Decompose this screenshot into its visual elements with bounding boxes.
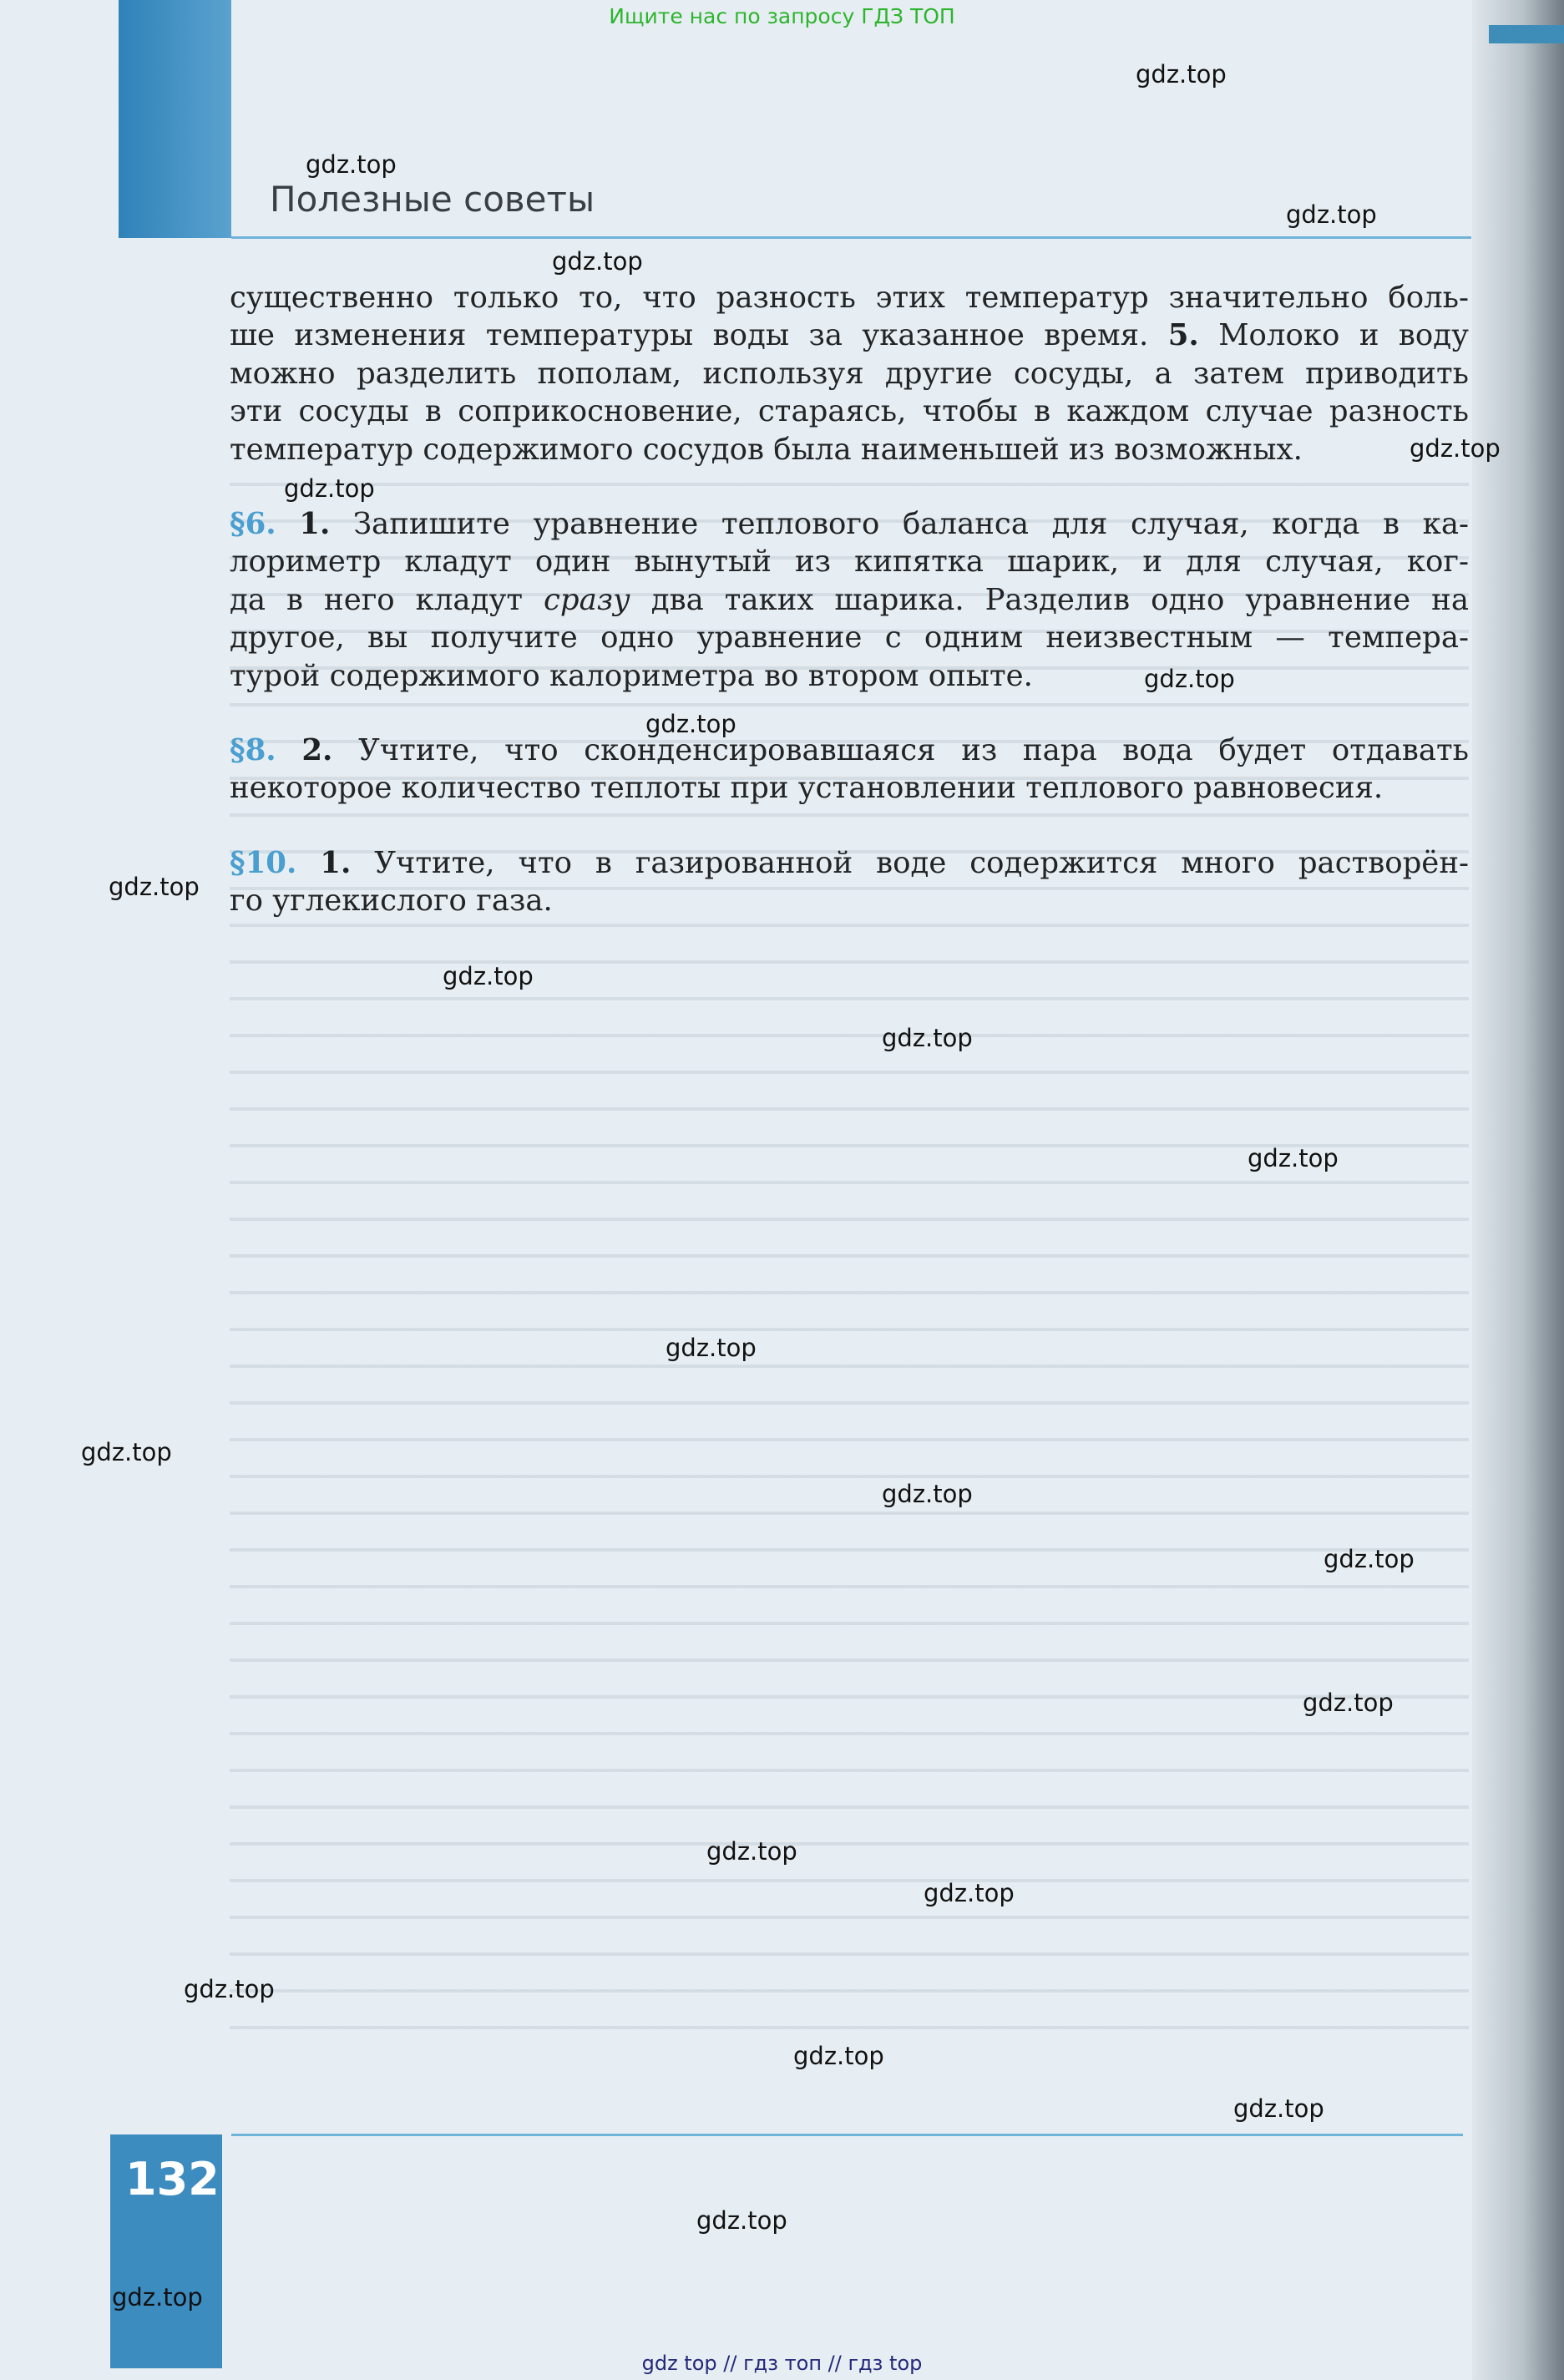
watermark: gdz.top	[109, 873, 200, 901]
watermark: gdz.top	[793, 2042, 884, 2070]
text-line: эти сосуды в соприкосновение, стараясь, чтобы в каждом случае разность	[230, 394, 1469, 429]
watermark: gdz.top	[696, 2206, 787, 2235]
paragraph-continuation	[230, 279, 1469, 468]
text-line: го углекислого газа.	[230, 884, 553, 919]
page-edge-shadow	[1472, 0, 1564, 2380]
text-fragment: да в него кладут	[230, 582, 544, 617]
item-number: 1.	[299, 507, 331, 542]
paragraph-section-10	[230, 844, 1469, 920]
watermark: gdz.top	[666, 1334, 757, 1362]
text-line	[230, 844, 1469, 882]
text-line: лориметр кладут один вынутый из кипятка шарик, и для случая, ког-	[230, 544, 1469, 580]
watermark: gdz.top	[1303, 1689, 1394, 1717]
item-number: 1.	[320, 845, 352, 880]
watermark: gdz.top	[306, 150, 397, 179]
watermark: gdz.top	[924, 1879, 1015, 1907]
watermark: gdz.top	[1144, 665, 1235, 693]
item-number: 2.	[301, 733, 333, 768]
paragraph-section-8	[230, 732, 1469, 808]
page-content	[230, 279, 1469, 920]
text-line	[230, 316, 1469, 354]
watermark: gdz.top	[112, 2283, 203, 2312]
watermark: gdz.top	[1324, 1545, 1415, 1573]
text-line: турой содержимого калориметра во втором опыте.	[230, 658, 1033, 693]
page-number: 132	[125, 2153, 220, 2205]
watermark: gdz.top	[1136, 60, 1227, 89]
item-number: 5.	[1167, 318, 1199, 353]
text-fragment: Запишите уравнение теплового баланса для случая, когда в ка-	[352, 507, 1469, 542]
text-line: можно разделить пополам, используя другие сосуды, а затем приводить	[230, 356, 1469, 391]
text-line: температур содержимого сосудов была наименьшей из возможных.	[230, 432, 1303, 467]
watermark: gdz.top	[443, 962, 534, 990]
top-banner[interactable]: Ищите нас по запросу ГДЗ ТОП	[609, 4, 955, 28]
watermark: gdz.top	[1286, 200, 1377, 229]
section-ref: §8.	[230, 733, 276, 768]
text-line	[230, 505, 1469, 543]
text-fragment: два таких шарика. Разделив одно уравнение на	[650, 582, 1469, 617]
text-line: некоторое количество теплоты при установлении теплового равновесия.	[230, 771, 1384, 806]
italic-word: сразу	[543, 582, 630, 617]
text-line: существенно только то, что разность этих температур значительно боль-	[230, 281, 1469, 315]
page-title: Полезные советы	[270, 179, 595, 220]
section-ref: §10.	[230, 845, 297, 880]
watermark: gdz.top	[1410, 434, 1501, 463]
watermark: gdz.top	[284, 474, 375, 503]
text-line	[230, 581, 1469, 619]
text-fragment: Учтите, что сконденсировавшаяся из пара вода будет отдавать	[358, 733, 1469, 768]
watermark: gdz.top	[1248, 1144, 1339, 1172]
text-fragment: Молоко и воду	[1198, 318, 1469, 353]
watermark: gdz.top	[882, 1480, 973, 1508]
watermark: gdz.top	[645, 710, 736, 738]
text-fragment: ше изменения температуры воды за указанное время.	[230, 318, 1149, 353]
footer-rule	[231, 2134, 1463, 2136]
header-color-bar	[119, 0, 231, 238]
text-fragment: Учтите, что в газированной воде содержится много растворён-	[374, 845, 1469, 880]
watermark: gdz.top	[81, 1438, 172, 1466]
watermark: gdz.top	[184, 1975, 275, 2003]
text-line: другое, вы получите одно уравнение с одним неизвестным — темпера-	[230, 620, 1469, 656]
bottom-banner[interactable]: gdz top // гдз топ // гдз top	[641, 2352, 923, 2375]
watermark: gdz.top	[552, 247, 643, 276]
section-ref: §6.	[230, 507, 276, 542]
paragraph-section-6	[230, 505, 1469, 695]
header-rule	[231, 236, 1471, 239]
watermark: gdz.top	[706, 1837, 797, 1866]
watermark: gdz.top	[1233, 2094, 1324, 2123]
text-line	[230, 732, 1469, 769]
watermark: gdz.top	[882, 1024, 973, 1052]
